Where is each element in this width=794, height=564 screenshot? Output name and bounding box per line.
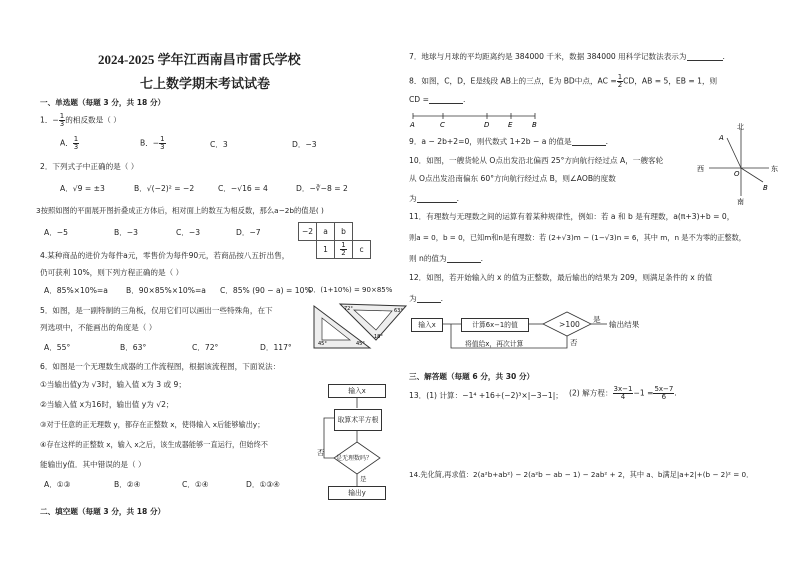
q5-option-b: B．63° bbox=[120, 343, 147, 352]
q6-statement2: ②当输入值 x为16时，输出值 y为 √2； bbox=[40, 400, 174, 409]
q1-stem: 1．− $\frac{1}{3}$ 的相反数是（ ） bbox=[40, 112, 121, 128]
cube-cell-half: $\frac{1}{2}$ bbox=[335, 241, 353, 259]
svg-text:B: B bbox=[763, 184, 768, 192]
q1-option-b: B．− $\frac{1}{3}$ bbox=[140, 135, 165, 151]
q6-flow-yes: 是 bbox=[360, 475, 367, 483]
q12-flow-output: 输出结果 bbox=[609, 320, 640, 329]
q3-option-b: B．−3 bbox=[114, 228, 138, 237]
q12-flow-connectors bbox=[409, 310, 689, 356]
svg-text:A: A bbox=[410, 121, 415, 129]
q3-option-c: C．−3 bbox=[176, 228, 201, 237]
svg-text:18°: 18° bbox=[374, 334, 383, 340]
q9-text: 9．a − 2b+2=0，则代数式 1+2b − a 的值是 . bbox=[409, 137, 608, 146]
q12-flow-no: 否 bbox=[570, 338, 578, 347]
svg-text:45°: 45° bbox=[356, 341, 365, 347]
q7-text: 7．地球与月球的平均距离约是 384000 千米，数据 384000 用科学记数法表示为 . bbox=[409, 52, 725, 61]
q3-option-a: A．−5 bbox=[44, 228, 68, 237]
svg-text:A: A bbox=[719, 134, 724, 142]
q10-line3: 为 . bbox=[409, 194, 460, 203]
q4-line1: 4.某种商品的进价为每件a元，零售价为每件90元，若商品按八五折出售， bbox=[40, 251, 290, 260]
q14-text: 14.先化简,再求值：2(a²b+ab²) − 2(a²b − ab − 1) − 2ab² + 2，其中 a、b满足|a+2|+(b − 2)² = 0． bbox=[409, 470, 754, 479]
q6-option-b: B．②④ bbox=[114, 480, 141, 489]
q6-option-c: C．①④ bbox=[182, 480, 209, 489]
q6-flow-decision: 是无理数吗？ bbox=[336, 455, 373, 462]
q1-option-d: D．−3 bbox=[292, 140, 317, 149]
q3-option-d: D．−7 bbox=[236, 228, 261, 237]
section1-heading: 一、单选题（每题 3 分，共 18 分） bbox=[40, 98, 166, 107]
q1-fraction: $\frac{1}{3}$ bbox=[59, 112, 65, 128]
q6-statement4: ④存在这样的正整数 x，输入 x之后，该生成器能够一直运行，但始终不 bbox=[40, 440, 268, 449]
q2-option-d: D．−∛−8 = 2 bbox=[296, 184, 348, 193]
q6-option-a: A．①③ bbox=[44, 480, 71, 489]
q10-compass-figure bbox=[697, 122, 781, 206]
svg-text:72°: 72° bbox=[344, 306, 353, 312]
q8-line1: 8．如图，C，D，E是线段 AB上的三点，E为 BD中点，AC = $\frac{1}{2}$ CD，AB = 5，EB = 1，则 bbox=[409, 73, 718, 89]
q5-option-d: D．117° bbox=[260, 343, 292, 352]
q6-line1: 6．如图是一个无理数生成器的工作流程图，根据该流程图，下面说法： bbox=[40, 362, 281, 371]
q11-line3: 则 n的值为 . bbox=[409, 254, 484, 263]
q12-line1: 12．如图，若开始输入的 x 的值为正整数，最后输出的结果为 209，则满足条件的 x 的值 bbox=[409, 273, 713, 282]
q6-option-d: D．①③④ bbox=[246, 480, 280, 489]
svg-text:D: D bbox=[484, 121, 490, 129]
q12-line2: 为 . bbox=[409, 294, 444, 303]
q8-line2: CD = . bbox=[409, 95, 466, 104]
q5-line2: 列选项中，不能画出的角度是（ ） bbox=[40, 323, 157, 332]
q6-statement1: ①当输出值y为 √3时，输入值 x为 3 或 9； bbox=[40, 380, 186, 389]
q1-option-c: C．3 bbox=[210, 140, 228, 149]
q4-option-d: D．(1+10%) = 90×85% bbox=[308, 286, 393, 294]
q13-part1: 13．(1) 计算：−1⁴ +16÷(−2)³×|−3−1|； bbox=[409, 391, 563, 400]
q4-option-c: C．85% (90 − a) = 10% bbox=[220, 286, 312, 295]
svg-text:西: 西 bbox=[697, 165, 704, 173]
q4-option-b: B．90×85%×10%=a bbox=[126, 286, 206, 295]
q11-line2: 则a = 0，b = 0，已知m和n是有理数：若 (2+√3)m − (1−√3)n = 6，其中 m，n 是不为零的正整数， bbox=[409, 233, 746, 242]
svg-text:东: 东 bbox=[771, 165, 778, 173]
q12-flow-compute: 计算6x−1的值 bbox=[461, 318, 529, 332]
section2-heading: 二、填空题（每题 3 分，共 18 分） bbox=[40, 507, 166, 516]
q12-flow-decision: >100 bbox=[559, 320, 580, 329]
svg-text:O: O bbox=[734, 170, 740, 178]
cube-cell: 1 bbox=[317, 241, 335, 259]
q4-line2: 仍可获利 10%，则下列方程正确的是（ ） bbox=[40, 268, 184, 277]
q11-line1: 11．有理数与无理数之间的运算有着某种规律性，例如：若 a 和 b 是有理数，a(π+3)+b = 0， bbox=[409, 212, 735, 221]
q3-stem: 3按照如图的平面展开图折叠成正方体后，相对面上的数互为相反数，那么a−2b的值是( ) bbox=[36, 206, 324, 215]
q10-line1: 10．如图，一艘货轮从 O点出发沿北偏西 25°方向航行经过点 A，一艘客轮 bbox=[409, 156, 664, 165]
cube-cell: −2 bbox=[299, 223, 317, 241]
q2-option-a: A．√9 = ±3 bbox=[60, 184, 105, 193]
q2-stem: 2．下列式子中正确的是（ ） bbox=[40, 162, 139, 171]
cube-cell: b bbox=[335, 223, 353, 241]
q6-statement3: ③对于任意的正无理数 y，都存在正整数 x，使得输入 x后能够输出y； bbox=[40, 420, 265, 429]
svg-text:C: C bbox=[440, 121, 445, 129]
q3-cube-net bbox=[298, 222, 371, 259]
svg-text:北: 北 bbox=[737, 123, 744, 131]
q6-statement5: 能输出y值．其中错误的是（ ） bbox=[40, 460, 146, 469]
q4-option-a: A．85%×10%=a bbox=[44, 286, 108, 295]
cube-cell: c bbox=[353, 241, 371, 259]
q6-flow-no: 否 bbox=[317, 448, 325, 457]
q12-flow-yes: 是 bbox=[593, 315, 601, 324]
svg-text:B: B bbox=[532, 121, 537, 129]
q5-line1: 5．如图，是一副特制的三角板，仅用它们可以画出一些特殊角，在下 bbox=[40, 306, 273, 315]
q13-part2: (2) 解方程： $\frac{3x-1}{4}$ −1 = $\frac{5x-7}{6}$ . bbox=[569, 385, 677, 401]
q12-flow-input: 输入x bbox=[411, 318, 443, 332]
svg-text:45°: 45° bbox=[318, 341, 327, 347]
q10-line2: 从 O点出发沿南偏东 60°方向航行经过点 B，则∠AOB的度数 bbox=[409, 174, 616, 183]
svg-text:南: 南 bbox=[737, 198, 744, 206]
q5-option-c: C．72° bbox=[192, 343, 219, 352]
exam-title-line2: 七上数学期末考试试卷 bbox=[140, 76, 271, 91]
q6-flow-input: 输入x bbox=[328, 384, 386, 398]
exam-title-line1: 2024-2025 学年江西南昌市雷氏学校 bbox=[98, 52, 301, 67]
q5-triangle-rulers bbox=[310, 298, 410, 358]
q2-option-b: B．√(−2)² = −2 bbox=[134, 184, 195, 193]
q5-option-a: A．55° bbox=[44, 343, 71, 352]
svg-text:63°: 63° bbox=[394, 308, 403, 314]
svg-text:E: E bbox=[508, 121, 513, 129]
q6-flow-output: 输出y bbox=[328, 486, 386, 500]
q12-flow-loop: 将值给x，再次计算 bbox=[465, 340, 524, 348]
cube-cell: a bbox=[317, 223, 335, 241]
q8-segment-figure bbox=[409, 110, 539, 130]
q1-option-a: A． $\frac{1}{3}$ bbox=[60, 135, 79, 151]
q6-flow-sqrt: 取算术平方根 bbox=[334, 409, 382, 431]
q2-option-c: C．−√16 = 4 bbox=[218, 184, 268, 193]
section3-heading: 三、解答题（每题 6 分，共 30 分） bbox=[409, 372, 535, 381]
